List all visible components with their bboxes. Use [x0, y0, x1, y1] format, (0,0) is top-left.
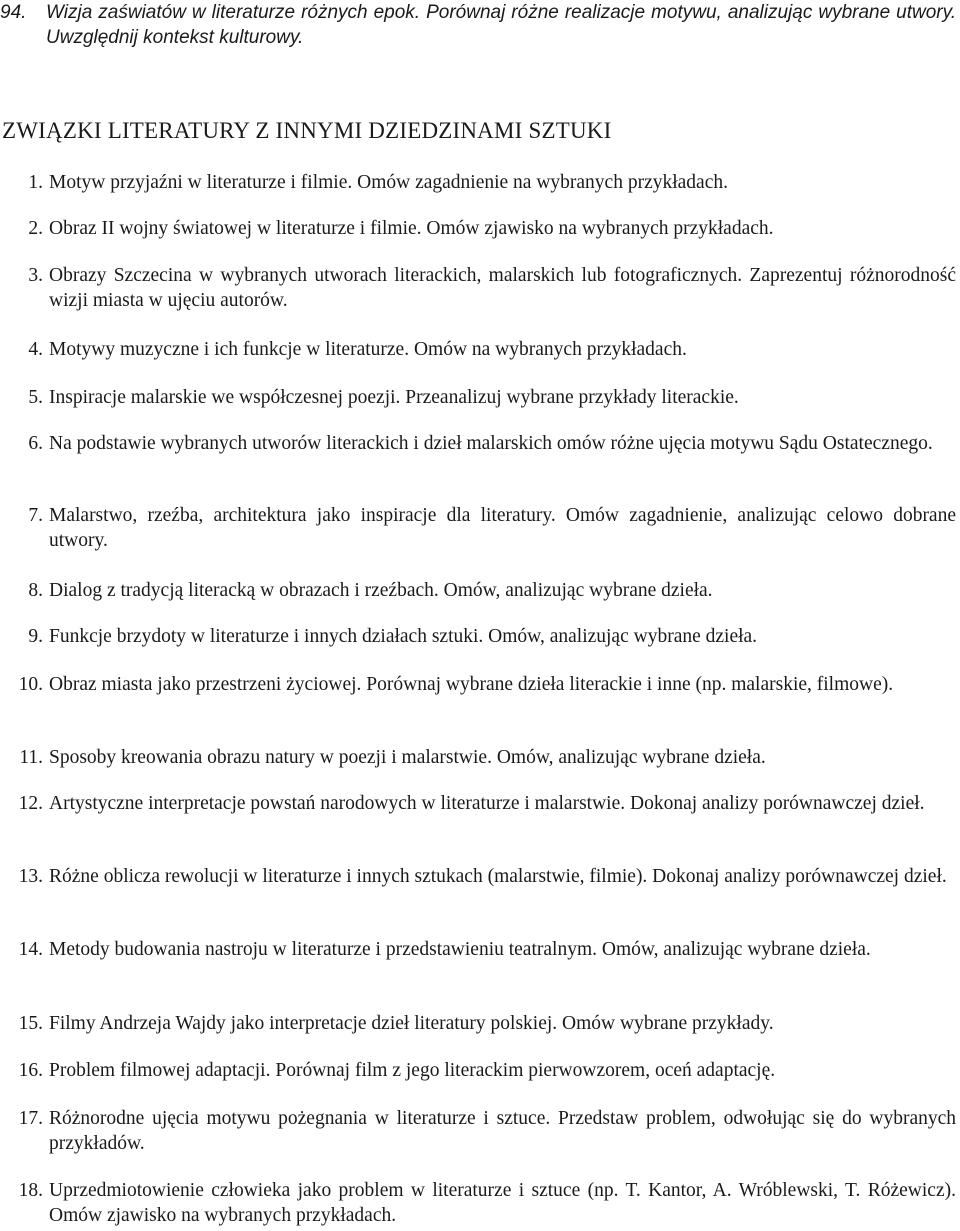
topic-text: Dialog z tradycją literacką w obrazach i rzeźbach. Omów, analizując wybrane dzieła. [49, 580, 713, 601]
topic-text: Wizja zaświatów w literaturze różnych epok. Porównaj różne realizacje motywu, analizując wybrane utwory. Uwzględnij kontekst kulturowy. [46, 2, 956, 48]
topic-text: Sposoby kreowania obrazu natury w poezji i malarstwie. Omów, analizując wybrane dzieła. [49, 747, 766, 768]
topic-number: 2. [28, 218, 43, 239]
topic-8 [0, 578, 956, 603]
topic-number: 12. [18, 793, 43, 814]
topic-7 [0, 503, 956, 553]
topic-text: Malarstwo, rzeźba, architektura jako inspiracje dla literatury. Omów zagadnienie, analizując celowo dobrane utwory. [49, 505, 956, 551]
topic-text: Inspiracje malarskie we współczesnej poezji. Przeanalizuj wybrane przykłady literackie. [49, 387, 739, 408]
topic-number: 10. [18, 674, 43, 695]
topic-9 [0, 624, 956, 649]
topic-number: 8. [28, 580, 43, 601]
topic-number: 4. [28, 339, 43, 360]
topic-text: Filmy Andrzeja Wajdy jako interpretacje dzieł literatury polskiej. Omów wybrane przykłady. [49, 1013, 774, 1034]
topic-text: Różnorodne ujęcia motywu pożegnania w literaturze i sztuce. Przedstaw problem, odwołując się do wybranych przykładów. [49, 1108, 956, 1154]
topic-16 [0, 1058, 956, 1083]
topic-number: 15. [18, 1013, 43, 1034]
topic-text: Funkcje brzydoty w literaturze i innych działach sztuki. Omów, analizując wybrane dzieła. [49, 626, 758, 647]
topic-11 [0, 745, 956, 770]
topic-number: 18. [18, 1180, 43, 1201]
topic-text: Obraz miasta jako przestrzeni życiowej. Porównaj wybrane dzieła literackie i inne (np. malarskie, filmowe). [49, 674, 894, 695]
topic-12 [0, 791, 956, 816]
section-title: ZWIĄZKI LITERATURY Z INNYMI DZIEDZINAMI SZTUKI [2, 118, 612, 143]
topic-text: Motywy muzyczne i ich funkcje w literaturze. Omów na wybranych przykładach. [49, 339, 687, 360]
topic-text: Na podstawie wybranych utworów literackich i dzieł malarskich omów różne ujęcia motywu Sądu Ostatecznego. [49, 433, 933, 454]
topic-14 [0, 937, 956, 962]
topic-number: 94. [0, 2, 27, 23]
topic-text: Problem filmowej adaptacji. Porównaj film z jego literackim pierwowzorem, oceń adaptację. [49, 1060, 776, 1081]
topic-text: Uprzedmiotowienie człowieka jako problem w literaturze i sztuce (np. T. Kantor, A. Wróblewski, T. Różewicz). Omów zjawisko na wybranych przykładach. [49, 1180, 956, 1226]
topic-number: 6. [28, 433, 43, 454]
topic-5 [0, 385, 956, 410]
topic-text: Obraz II wojny światowej w literaturze i filmie. Omów zjawisko na wybranych przykładach. [49, 218, 774, 239]
topic-94 [0, 0, 956, 50]
topic-18 [0, 1178, 956, 1228]
topic-text: Metody budowania nastroju w literaturze i przedstawieniu teatralnym. Omów, analizując wybrane dzieła. [49, 939, 871, 960]
topic-10 [0, 672, 956, 697]
topic-text: Różne oblicza rewolucji w literaturze i innych sztukach (malarstwie, filmie). Dokonaj analizy porównawczej dzieł. [49, 866, 947, 887]
topic-text: Motyw przyjaźni w literaturze i filmie. Omów zagadnienie na wybranych przykładach. [49, 172, 728, 193]
topic-number: 11. [19, 747, 43, 768]
topic-number: 5. [28, 387, 43, 408]
topic-17 [0, 1106, 956, 1156]
topic-number: 7. [28, 505, 43, 526]
topic-4 [0, 337, 956, 362]
topic-15 [0, 1011, 956, 1036]
topic-1 [0, 170, 956, 195]
topic-6 [0, 431, 956, 456]
topic-number: 14. [18, 939, 43, 960]
topic-text: Obrazy Szczecina w wybranych utworach literackich, malarskich lub fotograficznych. Zaprezentuj różnorodność wizji miasta w ujęciu autorów. [49, 265, 956, 311]
topic-13 [0, 864, 956, 889]
topic-number: 9. [28, 626, 43, 647]
topic-text: Artystyczne interpretacje powstań narodowych w literaturze i malarstwie. Dokonaj analizy porównawczej dzieł. [49, 793, 925, 814]
topic-number: 1. [28, 172, 43, 193]
topic-2 [0, 216, 956, 241]
topic-number: 16. [18, 1060, 43, 1081]
topic-number: 17. [18, 1108, 43, 1129]
topic-3 [0, 263, 956, 313]
topic-number: 13. [18, 866, 43, 887]
topic-number: 3. [28, 265, 43, 286]
